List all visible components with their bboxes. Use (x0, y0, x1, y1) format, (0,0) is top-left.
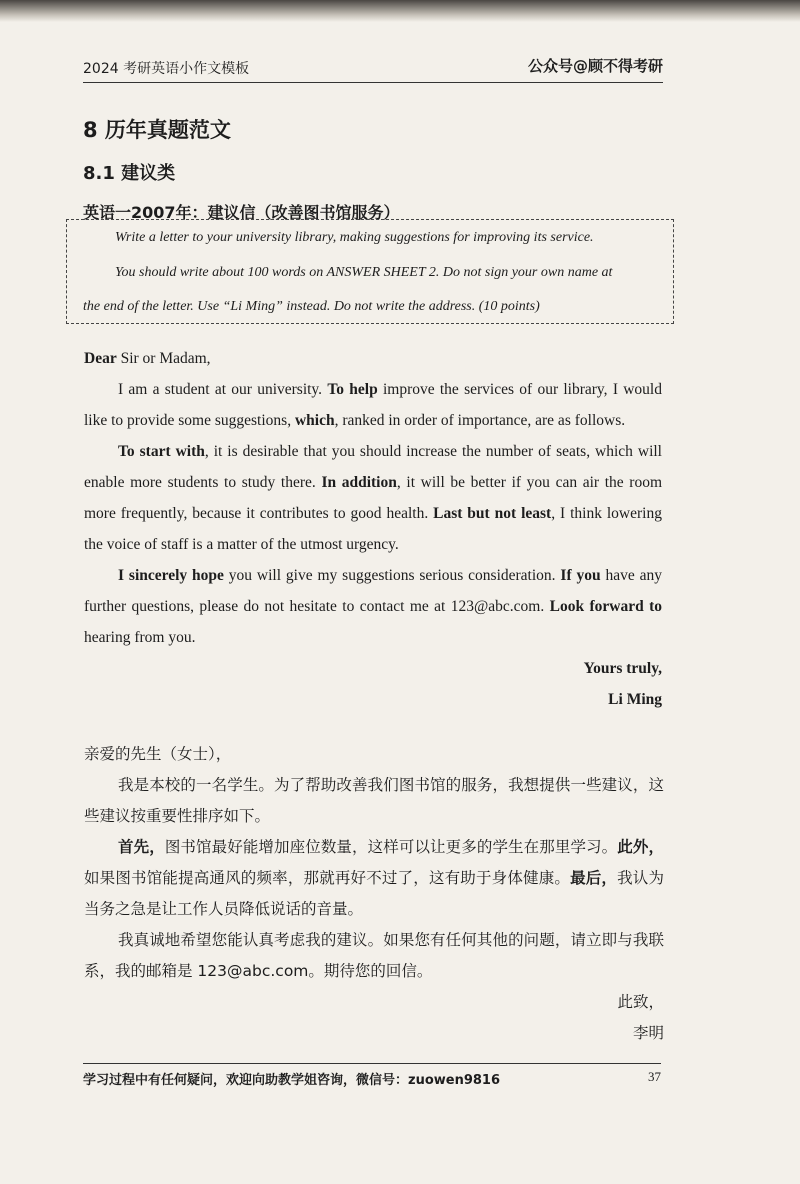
letter-closing: Yours truly, (583, 660, 662, 677)
footer-text: 学习过程中有任何疑问，欢迎向助教学姐咨询，微信号：zuowen9816 (83, 1073, 501, 1088)
greeting-bold: Dear (84, 350, 117, 367)
page-edge-shadow (0, 0, 800, 22)
letter-paragraph-1 (84, 374, 662, 436)
letter-paragraph-3 (84, 560, 662, 653)
tp2-e: 最后， (570, 869, 618, 887)
letter-paragraph-2 (84, 436, 662, 560)
p3-c: If you (560, 567, 601, 584)
header-title: 2024 考研英语小作文模板 (83, 61, 250, 77)
item-title: 英语一2007年：建议信（改善图书馆服务） (83, 203, 400, 222)
page-header (83, 52, 663, 83)
english-letter (84, 343, 662, 715)
p1-a: I am a student at our university. (118, 381, 328, 398)
translation-paragraph-3: 我真诚地希望您能认真考虑我的建议。如果您有任何其他的问题，请立即与我联系，我的邮箱是 123@abc.com。期待您的回信。 (84, 931, 664, 980)
letter-greeting (84, 343, 662, 374)
tp2-c: 此外， (617, 838, 664, 856)
p3-b: you will give my suggestions serious consideration. (223, 567, 561, 584)
p3-e: Look forward to (549, 598, 662, 615)
tp2-d: 如果图书馆能提高通风的频率，那就再好不过了，这有助于身体健康。 (84, 869, 571, 887)
translation-paragraph-2 (84, 832, 664, 925)
prompt-line-3: the end of the letter. Use “Li Ming” instead. Do not write the address. (10 points) (83, 299, 540, 314)
tp2-f: 我认为当务之急是让工作人员降低说话的音量。 (84, 869, 664, 918)
p3-d: have any further questions, please do not hesitate to contact me at 123@abc.com. (84, 567, 663, 615)
prompt-line-2: You should write about 100 words on ANSWER SHEET 2. Do not sign your own name at (115, 265, 613, 280)
prompt-line-1: Write a letter to your university library, making suggestions for improving its service. (115, 230, 594, 245)
p1-c: improve the services of our library, I would like to provide some suggestions, (84, 381, 662, 429)
header-account: 公众号@顾不得考研 (527, 57, 663, 75)
translation-paragraph-1: 我是本校的一名学生。为了帮助改善我们图书馆的服务，我想提供一些建议，这些建议按重要性排序如下。 (84, 776, 664, 825)
p2-e: Last but not least (433, 505, 552, 522)
greeting-rest: Sir or Madam, (116, 350, 211, 367)
translation-greeting: 亲爱的先生（女士）， (84, 745, 232, 763)
page-number: 37 (648, 1069, 661, 1084)
p2-f: , I think lowering the voice of staff is a matter of the utmost urgency. (84, 505, 662, 553)
translation-signature: 李明 (632, 1024, 664, 1042)
prompt-box (66, 219, 674, 324)
tp2-a: 首先， (118, 838, 165, 856)
p2-b: , it is desirable that you should increase the number of seats, which will enable more students to study there. (84, 443, 662, 491)
subsection-title: 8.1 建议类 (83, 163, 176, 184)
p1-e: , ranked in order of importance, are as follows. (334, 412, 626, 429)
page-footer (83, 1063, 661, 1090)
p1-b: To help (327, 381, 378, 398)
p2-d: , it will be better if you can air the room more frequently, because it contributes to good health. (84, 474, 662, 522)
p1-d: which (294, 412, 335, 429)
p3-f: hearing from you. (84, 629, 196, 646)
section-title: 8 历年真题范文 (83, 118, 231, 142)
letter-signature: Li Ming (608, 691, 662, 708)
chinese-translation (84, 739, 664, 1049)
translation-closing: 此致， (617, 993, 664, 1011)
p2-c: In addition (321, 474, 397, 491)
p3-a: I sincerely hope (118, 567, 224, 584)
p2-a: To start with (118, 443, 205, 460)
tp2-b: 图书馆最好能增加座位数量，这样可以让更多的学生在那里学习。 (164, 838, 618, 856)
